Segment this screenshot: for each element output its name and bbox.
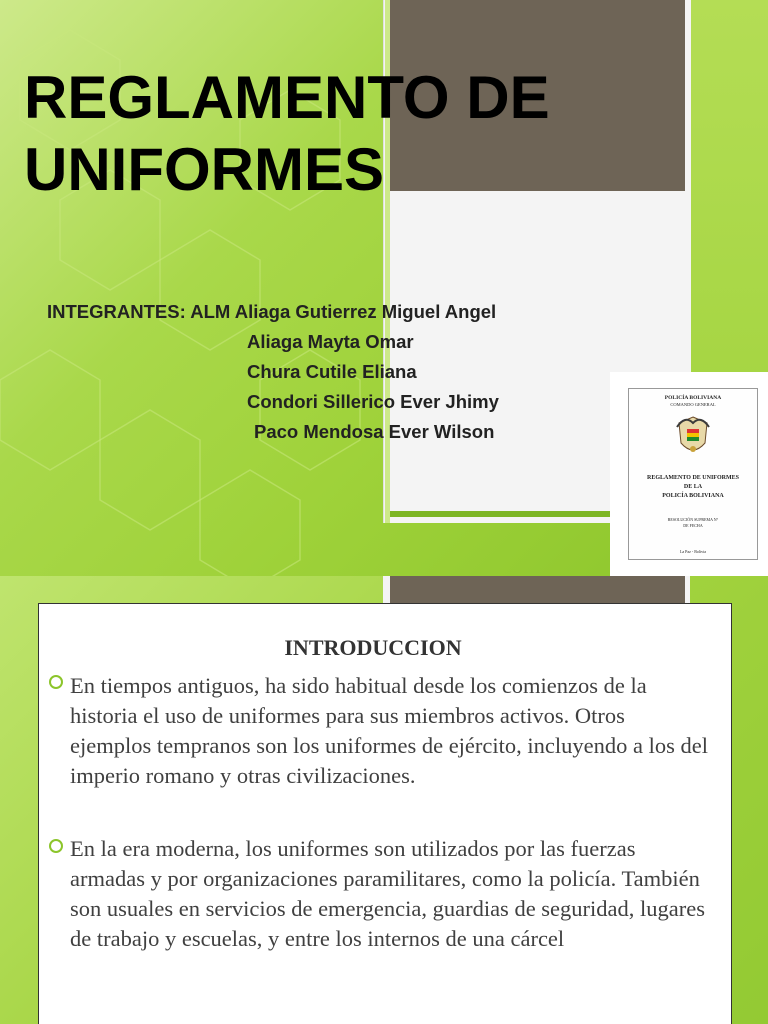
member-name: Paco Mendosa Ever Wilson — [254, 421, 495, 442]
document-cover-image — [610, 372, 768, 576]
member-row-4 — [47, 387, 499, 417]
cover-page — [628, 388, 758, 560]
member-row-2 — [47, 327, 499, 357]
cover-title-3: POLICÍA BOLIVIANA — [662, 493, 724, 499]
title-line-1: REGLAMENTO DE — [24, 64, 550, 131]
member-name: Condori Sillerico Ever Jhimy — [247, 391, 499, 412]
cover-title-2: DE LA — [683, 484, 703, 490]
cover-resolution-1: RESOLUCIÓN SUPREMA N° — [667, 517, 719, 522]
cover-resolution-2: DE FECHA — [683, 523, 703, 528]
member-name: Chura Cutile Eliana — [247, 361, 417, 382]
member-name: Aliaga Mayta Omar — [247, 331, 414, 352]
cover-footer: La Paz - Bolivia — [679, 549, 707, 554]
member-row-5 — [47, 417, 499, 447]
slide-title — [24, 62, 550, 206]
cover-header-1: POLICÍA BOLIVIANA — [664, 395, 722, 401]
title-line-2: UNIFORMES — [24, 136, 384, 203]
bullet-text-1: En tiempos antiguos, ha sido habitual desde los comienzos de la historia el uso de uniformes para sus miembros activos. Otros ejemplos tempranos son los uniformes de ejército, incluyendo a los del imperio romano y otras civilizaciones. — [70, 673, 708, 788]
member-row-3 — [47, 357, 499, 387]
bullet-icon — [49, 839, 63, 853]
section-heading: INTRODUCCION — [284, 635, 462, 660]
members-label: INTEGRANTES: — [47, 301, 186, 322]
introduction-slide — [0, 576, 768, 1024]
members-list — [47, 297, 499, 447]
member-name: ALM Aliaga Gutierrez Miguel Angel — [190, 301, 497, 322]
accent-line — [390, 511, 610, 517]
coat-of-arms-icon — [673, 413, 713, 459]
content-box — [38, 603, 732, 1024]
member-row-1 — [47, 297, 499, 327]
cover-title-1: REGLAMENTO DE UNIFORMES — [647, 475, 739, 481]
bullet-icon — [49, 675, 63, 689]
bullet-text-2: En la era moderna, los uniformes son utilizados por las fuerzas armadas y por organizaciones paramilitares, como la policía. También son usuales en servicios de emergencia, guardias de seguridad, lugares de trabajo y escuelas, y entre los internos de una cárcel — [70, 836, 705, 951]
cover-header-2: COMANDO GENERAL — [670, 402, 716, 407]
